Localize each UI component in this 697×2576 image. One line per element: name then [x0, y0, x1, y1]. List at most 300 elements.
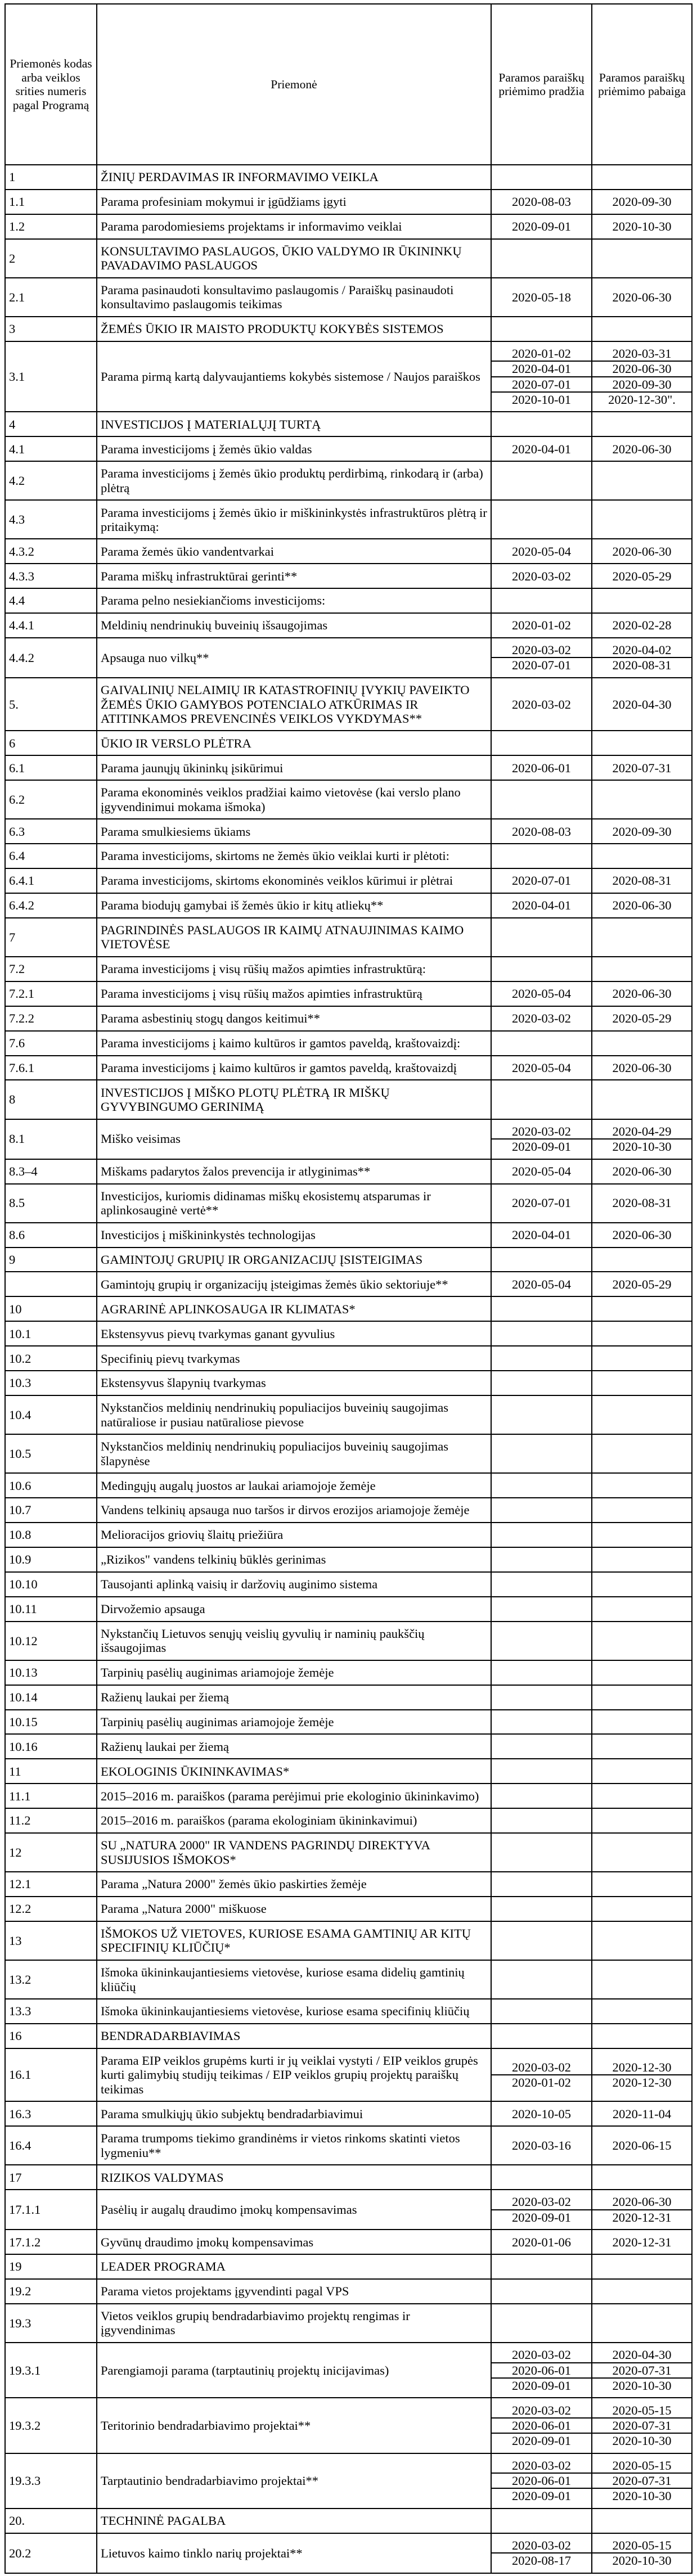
table-row — [5, 1056, 692, 1080]
measure-name: EKOLOGINIS ŪKININKAVIMAS* — [97, 1759, 491, 1784]
date-line: 2020-02-28 — [612, 618, 672, 633]
measure-code: 10.13 — [5, 1660, 97, 1685]
start-date — [491, 1808, 592, 1833]
end-date — [592, 2165, 692, 2190]
table-row — [5, 780, 692, 819]
end-date — [592, 1498, 692, 1523]
measure-name: Parama investicijoms, skirtoms ne žemės ūkio veiklai kurti ir plėtoti: — [97, 844, 491, 868]
measure-code: 7.2 — [5, 957, 97, 981]
table-row — [5, 500, 692, 539]
date-line: 2020-07-31 — [592, 2417, 691, 2433]
measure-code: 13.3 — [5, 1999, 97, 2024]
date-line: 2020-09-30 — [592, 376, 691, 391]
date-line: 2020-10-30 — [592, 2433, 691, 2448]
measure-name: Parama investicijoms į visų rūšių mažos apimties infrastruktūrą — [97, 981, 491, 1006]
measure-code: 11.1 — [5, 1784, 97, 1808]
table-row — [5, 1346, 692, 1371]
measure-code: 10.10 — [5, 1572, 97, 1597]
measure-name: Parama ekonominės veiklos pradžiai kaimo vietovėse (kai verslo plano įgyvendinimui mokama išmoka) — [97, 780, 491, 819]
date-line: 2020-08-31 — [592, 657, 691, 672]
end-date — [592, 893, 692, 918]
end-date — [592, 2048, 692, 2101]
date-line: 2020-10-30 — [592, 1138, 691, 1154]
table-row — [5, 2453, 692, 2509]
table-row — [5, 278, 692, 317]
date-line: 2020-12-30". — [592, 391, 691, 407]
end-date — [592, 2279, 692, 2304]
start-date — [491, 2398, 592, 2453]
table-row — [5, 239, 692, 278]
date-line: 2020-05-29 — [612, 1277, 672, 1291]
end-date — [592, 1897, 692, 1921]
start-date — [491, 1734, 592, 1759]
end-date — [592, 2509, 692, 2533]
measure-name: Parama žemės ūkio vandentvarkai — [97, 539, 491, 564]
measure-name: GAMINTOJŲ GRUPIŲ IR ORGANIZACIJŲ ĮSISTEIGIMAS — [97, 1248, 491, 1272]
date-line: 2020-10-30 — [592, 2488, 691, 2503]
date-line: 2020-05-04 — [512, 987, 571, 1001]
date-line: 2020-03-02 — [512, 2060, 571, 2074]
measure-code: 7.6 — [5, 1031, 97, 1056]
end-date — [592, 165, 692, 190]
start-date — [491, 819, 592, 844]
start-date — [491, 844, 592, 868]
date-line: 2020-08-03 — [512, 195, 571, 209]
end-date — [592, 1184, 692, 1223]
measure-code: 1.1 — [5, 190, 97, 214]
measure-name: Parama biodujų gamybai iš žemės ūkio ir kitų atliekų** — [97, 893, 491, 918]
start-date — [491, 638, 592, 678]
start-date — [491, 1921, 592, 1960]
end-date — [592, 638, 692, 678]
date-line: 2020-09-30 — [612, 824, 672, 839]
end-date — [592, 2304, 692, 2343]
date-line: 2020-06-30 — [612, 442, 672, 456]
measure-code: 10.3 — [5, 1371, 97, 1395]
measure-name: Gyvūnų draudimo įmokų kompensavimas — [97, 2230, 491, 2254]
table-row — [5, 2279, 692, 2304]
measure-name: Meldinių nendrinukių buveinių išsaugojimas — [97, 613, 491, 638]
date-line: 2020-07-31 — [592, 2362, 691, 2377]
start-date — [491, 731, 592, 755]
start-date — [491, 1184, 592, 1223]
measure-code: 10.9 — [5, 1547, 97, 1572]
measure-name: Investicijos, kuriomis didinamas miškų ekosistemų atsparumas ir aplinkosauginė vertė** — [97, 1184, 491, 1223]
end-date — [592, 461, 692, 500]
table-row — [5, 1498, 692, 1523]
date-line: 2020-09-01 — [492, 1138, 591, 1154]
table-row — [5, 1395, 692, 1434]
date-line: 2020-11-04 — [612, 2106, 672, 2121]
table-row — [5, 1660, 692, 1685]
date-line: 2020-05-04 — [512, 544, 571, 559]
measure-code: 12 — [5, 1833, 97, 1872]
end-date — [592, 239, 692, 278]
table-row — [5, 2254, 692, 2279]
measure-code: 11 — [5, 1759, 97, 1784]
table-row — [5, 819, 692, 844]
table-row — [5, 2165, 692, 2190]
start-date — [491, 436, 592, 461]
start-date — [491, 1395, 592, 1434]
measure-name: ŽEMĖS ŪKIO IR MAISTO PRODUKTŲ KOKYBĖS SISTEMOS — [97, 317, 491, 341]
measure-code: 10.15 — [5, 1710, 97, 1735]
measure-name: Tausojanti aplinką vaisių ir daržovių auginimo sistema — [97, 1572, 491, 1597]
measure-code: 10.7 — [5, 1498, 97, 1523]
measure-code: 10.12 — [5, 1622, 97, 1660]
start-date — [491, 588, 592, 613]
measure-code: 7.2.1 — [5, 981, 97, 1006]
date-line: 2020-07-31 — [592, 2473, 691, 2488]
date-line: 2020-08-17 — [492, 2552, 591, 2568]
header-code: Priemonės kodas arba veiklos srities numeris pagal Programą — [5, 4, 97, 165]
table-row — [5, 2343, 692, 2398]
date-line: 2020-10-05 — [512, 2106, 571, 2121]
date-line: 2020-05-29 — [612, 1011, 672, 1026]
table-row — [5, 1685, 692, 1710]
end-date — [592, 2398, 692, 2453]
table-row — [5, 1960, 692, 1999]
date-line: 2020-05-29 — [612, 569, 672, 583]
measure-code: 3 — [5, 317, 97, 341]
measure-name: Parama investicijoms į kaimo kultūros ir gamtos paveldą, kraštovaizdį — [97, 1056, 491, 1080]
table-row — [5, 2509, 692, 2533]
measure-name: ŪKIO IR VERSLO PLĖTRA — [97, 731, 491, 755]
start-date — [491, 2126, 592, 2165]
date-line: 2020-03-16 — [512, 2138, 571, 2153]
date-line: 2020-03-02 — [512, 1124, 571, 1138]
end-date — [592, 1119, 692, 1159]
start-date — [491, 957, 592, 981]
measure-code: 17.1.1 — [5, 2190, 97, 2230]
date-line: 2020-01-02 — [512, 618, 571, 633]
table-row — [5, 1784, 692, 1808]
measure-code: 13.2 — [5, 1960, 97, 1999]
start-date — [491, 1710, 592, 1735]
end-date — [592, 613, 692, 638]
measure-code: 1.2 — [5, 214, 97, 239]
date-line: 2020-03-02 — [512, 1011, 571, 1026]
start-date — [491, 1784, 592, 1808]
start-date — [491, 2254, 592, 2279]
start-date — [491, 2101, 592, 2126]
measure-code: 6.3 — [5, 819, 97, 844]
table-row — [5, 2190, 692, 2230]
measure-name: Parama smulkiųjų ūkio subjektų bendradarbiavimui — [97, 2101, 491, 2126]
table-row — [5, 436, 692, 461]
start-date — [491, 780, 592, 819]
table-row — [5, 2101, 692, 2126]
table-row — [5, 2304, 692, 2343]
end-date — [592, 412, 692, 436]
date-line: 2020-07-01 — [492, 657, 591, 672]
measure-name: INVESTICIJOS Į MATERIALŲJĮ TURTĄ — [97, 412, 491, 436]
measure-name: Ražienų laukai per žiemą — [97, 1734, 491, 1759]
start-date — [491, 1223, 592, 1248]
start-date — [491, 1498, 592, 1523]
end-date — [592, 780, 692, 819]
measure-name: TECHNINĖ PAGALBA — [97, 2509, 491, 2533]
header-start-date: Paramos paraiškų priėmimo pradžia — [491, 4, 592, 165]
measure-name: IŠMOKOS UŽ VIETOVES, KURIOSE ESAMA GAMTINIŲ AR KITŲ SPECIFINIŲ KLIŪČIŲ* — [97, 1921, 491, 1960]
date-line: 2020-06-30 — [612, 898, 672, 913]
start-date — [491, 2533, 592, 2573]
date-line: 2020-10-30 — [592, 2552, 691, 2568]
table-row — [5, 190, 692, 214]
header-end-date: Paramos paraiškų priėmimo pabaiga — [592, 4, 692, 165]
start-date — [491, 2453, 592, 2509]
date-line: 2020-08-31 — [612, 873, 672, 888]
date-line: 2020-05-18 — [512, 290, 571, 304]
start-date — [491, 981, 592, 1006]
table-row — [5, 731, 692, 755]
table-row — [5, 1833, 692, 1872]
end-date — [592, 2533, 692, 2573]
table-row — [5, 1999, 692, 2024]
measure-code: 4.4.1 — [5, 613, 97, 638]
end-date — [592, 731, 692, 755]
date-line: 2020-03-02 — [512, 697, 571, 711]
measure-name: Parama „Natura 2000" žemės ūkio paskirties žemėje — [97, 1872, 491, 1897]
date-line: 2020-08-31 — [612, 1196, 672, 1210]
start-date — [491, 1434, 592, 1473]
table-row — [5, 678, 692, 731]
start-date — [491, 1056, 592, 1080]
date-line: 2020-03-02 — [512, 643, 571, 657]
start-date — [491, 1248, 592, 1272]
start-date — [491, 893, 592, 918]
table-row — [5, 2398, 692, 2453]
end-date — [592, 1523, 692, 1547]
end-date — [592, 1296, 692, 1321]
date-line: 2020-04-01 — [492, 361, 591, 376]
table-row — [5, 1921, 692, 1960]
start-date — [491, 2304, 592, 2343]
start-date — [491, 1759, 592, 1784]
date-line: 2020-08-03 — [512, 824, 571, 839]
measure-name: Apsauga nuo vilkų** — [97, 638, 491, 678]
end-date — [592, 1272, 692, 1296]
measure-name: Vietos veiklos grupių bendradarbiavimo projektų rengimas ir įgyvendinimas — [97, 2304, 491, 2343]
date-line: 2020-09-01 — [492, 2209, 591, 2224]
measure-name: Ekstensyvus pievų tvarkymas ganant gyvulius — [97, 1321, 491, 1346]
table-row — [5, 1808, 692, 1833]
date-line: 2020-06-30 — [612, 290, 672, 304]
measure-name: RIZIKOS VALDYMAS — [97, 2165, 491, 2190]
date-line: 2020-06-30 — [612, 1060, 672, 1075]
measure-code: 10.8 — [5, 1523, 97, 1547]
measure-code: 3.1 — [5, 341, 97, 412]
measure-code: 12.2 — [5, 1897, 97, 1921]
start-date — [491, 2190, 592, 2230]
start-date — [491, 613, 592, 638]
table-row — [5, 2048, 692, 2101]
measure-code: 7.2.2 — [5, 1006, 97, 1031]
start-date — [491, 1685, 592, 1710]
measure-name: Parama jaunųjų ūkininkų įsikūrimui — [97, 755, 491, 780]
table-row — [5, 1897, 692, 1921]
date-line: 2020-05-04 — [512, 1277, 571, 1291]
table-row — [5, 214, 692, 239]
measure-code: 5. — [5, 678, 97, 731]
end-date — [592, 957, 692, 981]
end-date — [592, 2254, 692, 2279]
start-date — [491, 564, 592, 588]
measure-name: Parengiamoji parama (tarptautinių projektų inicijavimas) — [97, 2343, 491, 2398]
date-line: 2020-09-01 — [492, 2377, 591, 2393]
start-date — [491, 1031, 592, 1056]
table-row — [5, 1321, 692, 1346]
table-row — [5, 1572, 692, 1597]
end-date — [592, 844, 692, 868]
date-line: 2020-10-30 — [592, 2377, 691, 2393]
start-date — [491, 1159, 592, 1184]
start-date — [491, 412, 592, 436]
measure-code: 10 — [5, 1296, 97, 1321]
end-date — [592, 436, 692, 461]
date-line: 2020-04-30 — [612, 2348, 672, 2362]
table-row — [5, 2024, 692, 2048]
measure-name: Parama miškų infrastruktūrai gerinti** — [97, 564, 491, 588]
measure-code: 10.14 — [5, 1685, 97, 1710]
start-date — [491, 1960, 592, 1999]
table-row — [5, 844, 692, 868]
measure-name: Parama investicijoms į visų rūšių mažos apimties infrastruktūrą: — [97, 957, 491, 981]
measure-name: Parama EIP veiklos grupėms kurti ir jų veiklai vystyti / EIP veiklos grupės kurti galimybių studijų teikimas / EIP veiklos grupių projektų paraiškų teikimas — [97, 2048, 491, 2101]
measure-name: Medingųjų augalų juostos ar laukai ariamojoje žemėje — [97, 1473, 491, 1498]
table-row — [5, 1248, 692, 1272]
table-row — [5, 1006, 692, 1031]
table-row — [5, 2230, 692, 2254]
measure-name: AGRARINĖ APLINKOSAUGA IR KLIMATAS* — [97, 1296, 491, 1321]
date-line: 2020-09-01 — [492, 2488, 591, 2503]
end-date — [592, 918, 692, 957]
end-date — [592, 2343, 692, 2398]
measure-name: Išmoka ūkininkaujantiesiems vietovėse, kuriose esama didelių gamtinių kliūčių — [97, 1960, 491, 1999]
start-date — [491, 918, 592, 957]
date-line: 2020-07-01 — [512, 1196, 571, 1210]
date-line: 2020-06-30 — [612, 1227, 672, 1242]
date-line: 2020-01-02 — [492, 2074, 591, 2089]
measure-code: 8.3–4 — [5, 1159, 97, 1184]
measure-code — [5, 1272, 97, 1296]
measure-name: Parama smulkiesiems ūkiams — [97, 819, 491, 844]
end-date — [592, 1960, 692, 1999]
date-line: 2020-01-06 — [512, 2235, 571, 2249]
date-line: 2020-06-30 — [612, 1164, 672, 1178]
schedule-table — [5, 3, 692, 2574]
measure-code: 16.3 — [5, 2101, 97, 2126]
end-date — [592, 564, 692, 588]
end-date — [592, 678, 692, 731]
measure-code: 19.3.3 — [5, 2453, 97, 2509]
end-date — [592, 2126, 692, 2165]
measure-name: Parama investicijoms į žemės ūkio valdas — [97, 436, 491, 461]
start-date — [491, 278, 592, 317]
measure-code: 19.3.2 — [5, 2398, 97, 2453]
table-row — [5, 2533, 692, 2573]
date-line: 2020-07-01 — [512, 873, 571, 888]
measure-name: Parama trumpoms tiekimo grandinėms ir vietos rinkoms skatinti vietos lygmeniu** — [97, 2126, 491, 2165]
measure-name: Investicijos į miškininkystės technologijas — [97, 1223, 491, 1248]
end-date — [592, 2024, 692, 2048]
end-date — [592, 1321, 692, 1346]
table-header-row — [5, 4, 692, 165]
measure-name: Tarpinių pasėlių auginimas ariamojoje žemėje — [97, 1710, 491, 1735]
measure-name: INVESTICIJOS Į MIŠKO PLOTŲ PLĖTRĄ IR MIŠKŲ GYVYBINGUMO GERINIMĄ — [97, 1080, 491, 1119]
start-date — [491, 1660, 592, 1685]
measure-code: 6.4.1 — [5, 868, 97, 893]
measure-code: 6.4.2 — [5, 893, 97, 918]
start-date — [491, 2343, 592, 2398]
date-line: 2020-12-31 — [612, 2235, 672, 2249]
start-date — [491, 239, 592, 278]
start-date — [491, 317, 592, 341]
date-line: 2020-05-15 — [612, 2538, 672, 2553]
date-line: 2020-06-15 — [612, 2138, 672, 2153]
start-date — [491, 1321, 592, 1346]
table-row — [5, 1031, 692, 1056]
measure-name: Parama „Natura 2000" miškuose — [97, 1897, 491, 1921]
date-line: 2020-03-02 — [512, 569, 571, 583]
date-line: 2020-03-02 — [512, 2403, 571, 2417]
table-row — [5, 461, 692, 500]
measure-name: 2015–2016 m. paraiškos (parama ekologiniam ūkininkavimui) — [97, 1808, 491, 1833]
end-date — [592, 1056, 692, 1080]
date-line: 2020-10-30 — [612, 219, 672, 234]
start-date — [491, 2230, 592, 2254]
measure-name: LEADER PROGRAMA — [97, 2254, 491, 2279]
end-date — [592, 819, 692, 844]
measure-name: GAIVALINIŲ NELAIMIŲ IR KATASTROFINIŲ ĮVYKIŲ PAVEIKTO ŽEMĖS ŪKIO GAMYBOS POTENCIALO ATKŪRIMAS IR ATITINKAMOS PREVENCINĖS VEIKLOS VYKDYMAS** — [97, 678, 491, 731]
table-row — [5, 755, 692, 780]
table-row — [5, 638, 692, 678]
date-line: 2020-06-30 — [592, 361, 691, 376]
table-row — [5, 981, 692, 1006]
end-date — [592, 2190, 692, 2230]
measure-name: Melioracijos griovių šlaitų priežiūra — [97, 1523, 491, 1547]
measure-code: 10.4 — [5, 1395, 97, 1434]
measure-code: 19.2 — [5, 2279, 97, 2304]
start-date — [491, 1296, 592, 1321]
measure-code: 11.2 — [5, 1808, 97, 1833]
table-row — [5, 1547, 692, 1572]
measure-name: Tarpinių pasėlių auginimas ariamojoje žemėje — [97, 1660, 491, 1685]
end-date — [592, 1597, 692, 1622]
date-line: 2020-06-30 — [612, 544, 672, 559]
measure-code: 8.1 — [5, 1119, 97, 1159]
measure-code: 4 — [5, 412, 97, 436]
end-date — [592, 1759, 692, 1784]
measure-code: 6.4 — [5, 844, 97, 868]
date-line: 2020-09-30 — [612, 195, 672, 209]
measure-code: 8.6 — [5, 1223, 97, 1248]
table-row — [5, 1710, 692, 1735]
start-date — [491, 190, 592, 214]
start-date — [491, 1999, 592, 2024]
table-row — [5, 868, 692, 893]
measure-code: 6 — [5, 731, 97, 755]
measure-code: 8.5 — [5, 1184, 97, 1223]
measure-code: 7.6.1 — [5, 1056, 97, 1080]
measure-code: 4.1 — [5, 436, 97, 461]
date-line: 2020-04-30 — [612, 697, 672, 711]
end-date — [592, 214, 692, 239]
end-date — [592, 278, 692, 317]
start-date — [491, 1119, 592, 1159]
end-date — [592, 588, 692, 613]
date-line: 2020-06-01 — [492, 2362, 591, 2377]
